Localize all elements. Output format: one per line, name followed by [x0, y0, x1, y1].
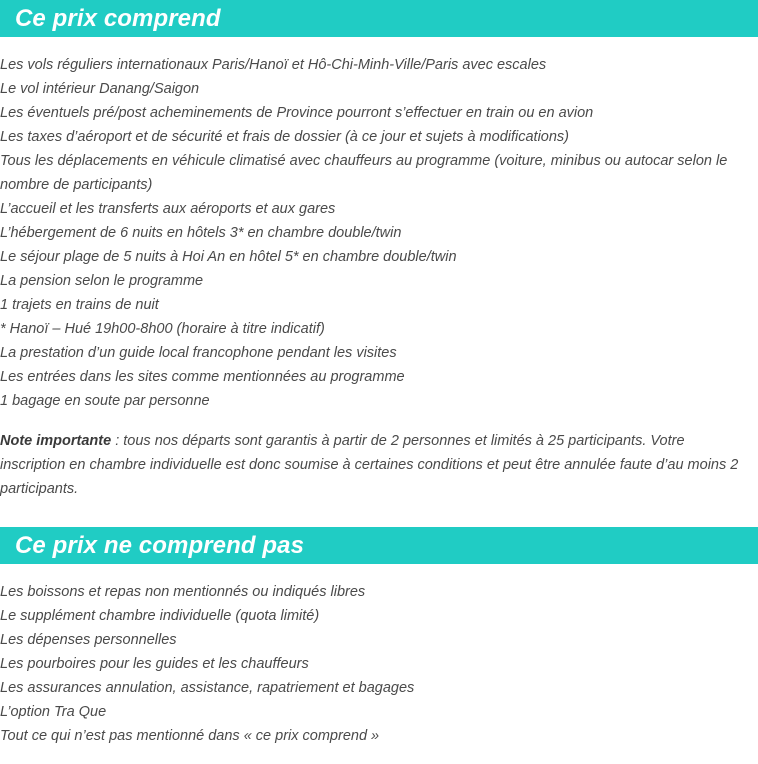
includes-list-item: Les vols réguliers internationaux Paris/Hanoï et Hô-Chi-Minh-Ville/Paris avec escales — [0, 57, 547, 73]
includes-list-item: Les entrées dans les sites comme mentionnées au programme — [0, 369, 405, 385]
excludes-list-item: Le supplément chambre individuelle (quota limité) — [0, 608, 320, 624]
excludes-list-item: Tout ce qui n’est pas mentionné dans « ce prix comprend » — [0, 728, 380, 744]
includes-list-item: L’hébergement de 6 nuits en hôtels 3* en chambre double/twin — [0, 225, 402, 241]
important-note — [0, 429, 745, 501]
important-note-label: Note importante — [0, 433, 112, 449]
excludes-list-item: Les assurances annulation, assistance, rapatriement et bagages — [0, 680, 415, 696]
includes-list-item: Les taxes d’aéroport et de sécurité et frais de dossier (à ce jour et sujets à modifications) — [0, 129, 570, 145]
excludes-list-item: Les pourboires pour les guides et les chauffeurs — [0, 656, 309, 672]
excludes-section-header — [0, 527, 758, 564]
includes-list-item: Le vol intérieur Danang/Saigon — [0, 81, 200, 97]
includes-list-item: Les éventuels pré/post acheminements de Province pourront s’effectuer en train ou en avion — [0, 105, 594, 121]
includes-list-item: La pension selon le programme — [0, 273, 204, 289]
includes-list-item: 1 trajets en trains de nuit — [0, 297, 159, 313]
excludes-list-item: Les dépenses personnelles — [0, 632, 177, 648]
includes-section-title: Ce prix comprend — [15, 5, 221, 32]
includes-list-item: L’accueil et les transferts aux aéroports et aux gares — [0, 201, 336, 217]
excludes-list-item: Les boissons et repas non mentionnés ou indiqués libres — [0, 584, 366, 600]
excludes-list-item: L’option Tra Que — [0, 704, 107, 720]
includes-list-item: Le séjour plage de 5 nuits à Hoi An en hôtel 5* en chambre double/twin — [0, 249, 457, 265]
excludes-list — [0, 580, 740, 748]
includes-section-header — [0, 0, 758, 37]
includes-list-item: 1 bagage en soute par personne — [0, 393, 210, 409]
excludes-section-title: Ce prix ne comprend pas — [15, 532, 305, 559]
important-note-text: : tous nos départs sont garantis à partir de 2 personnes et limités à 25 participants. Votre inscription en chambre individuelle est donc soumise à certaines conditions et peut être annulée faute d’au moins 2 participants. — [0, 433, 739, 497]
includes-list-item: La prestation d’un guide local francophone pendant les visites — [0, 345, 397, 361]
includes-list-item: Tous les déplacements en véhicule climatisé avec chauffeurs au programme (voiture, minibus ou autocar selon le nombre de participants) — [0, 153, 728, 193]
includes-list-item: * Hanoï – Hué 19h00-8h00 (horaire à titre indicatif) — [0, 321, 325, 337]
includes-list — [0, 53, 740, 413]
